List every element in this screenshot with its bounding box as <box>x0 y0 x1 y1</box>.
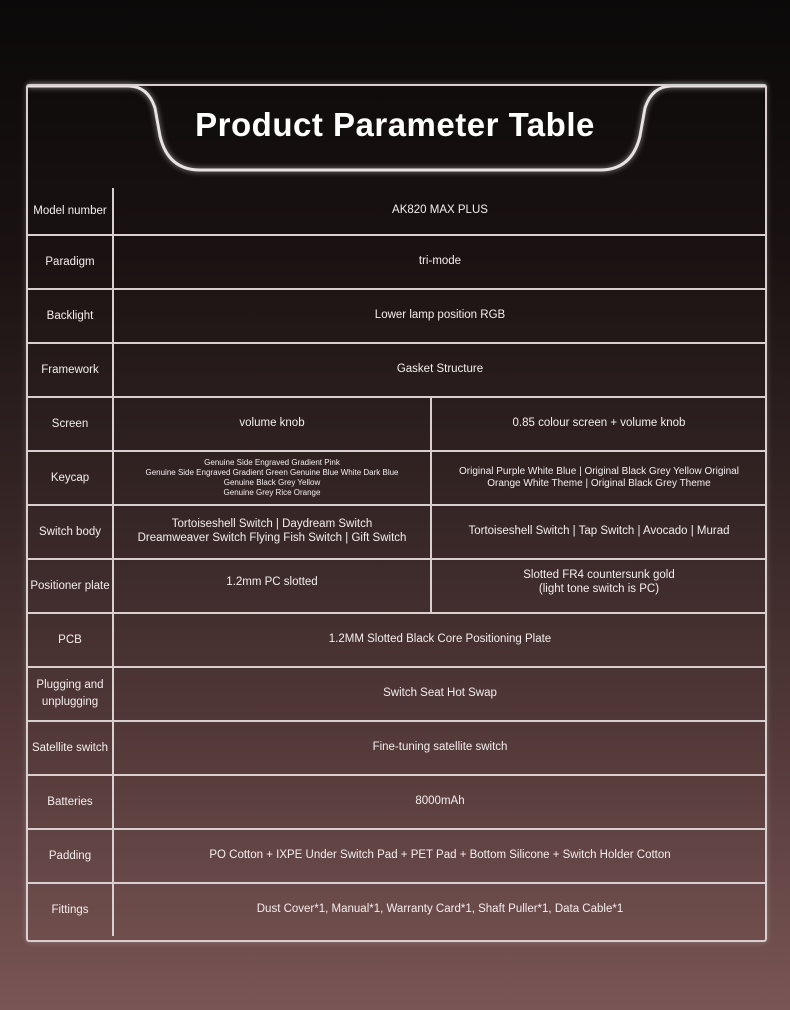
row-value-right <box>432 452 766 504</box>
row-label: Padding <box>28 830 114 882</box>
row-value-left: 1.2mm PC slotted <box>114 560 432 612</box>
row-label: Batteries <box>28 776 114 828</box>
row-value: 8000mAh <box>415 795 465 808</box>
row-label: Satellite switch <box>28 722 114 774</box>
plate-right-line: (light tone switch is PC) <box>538 582 660 595</box>
table-row-model-number <box>28 188 766 236</box>
keycap-right-line: Original Purple White Blue | Original Black Grey Yellow Original <box>459 466 739 477</box>
row-label: Fittings <box>28 884 114 936</box>
table-row-fittings <box>28 884 766 936</box>
keycap-left-line: Genuine Side Engraved Gradient Green Genuine Blue White Dark Blue <box>145 468 399 477</box>
table-row-paradigm <box>28 236 766 290</box>
table-row-plugging <box>28 668 766 722</box>
table-row-keycap <box>28 452 766 506</box>
table-row-padding <box>28 830 766 884</box>
table-row-screen <box>28 398 766 452</box>
row-value: 1.2MM Slotted Black Core Positioning Plate <box>328 633 552 646</box>
table-row-batteries <box>28 776 766 830</box>
keycap-left-line: Genuine Grey Rice Orange <box>223 488 321 497</box>
row-label-line: unplugging <box>41 696 99 708</box>
row-value-left <box>114 506 432 558</box>
row-value: Fine-tuning satellite switch <box>372 741 508 754</box>
table-row-satellite-switch <box>28 722 766 776</box>
parameter-table <box>28 188 766 936</box>
table-row-backlight <box>28 290 766 344</box>
plate-right-line: Slotted FR4 countersunk gold <box>523 569 675 581</box>
row-value: tri-mode <box>418 255 462 268</box>
table-row-framework <box>28 344 766 398</box>
row-label: Positioner plate <box>28 560 114 612</box>
page-title: Product Parameter Table <box>195 106 595 143</box>
keycap-right-line: Orange White Theme | Original Black Grey Theme <box>487 478 711 489</box>
row-label: Backlight <box>28 290 114 342</box>
row-value-right: 0.85 colour screen + volume knob <box>512 417 686 430</box>
row-label: Screen <box>28 398 114 450</box>
row-label: Keycap <box>28 452 114 504</box>
switch-left-line: Dreamweaver Switch Flying Fish Switch | Gift Switch <box>137 532 407 544</box>
row-value: AK820 MAX PLUS <box>392 204 488 217</box>
row-value-right <box>432 560 766 612</box>
row-label: Framework <box>28 344 114 396</box>
keycap-left-line: Genuine Black Grey Yellow <box>223 478 321 487</box>
row-value: Gasket Structure <box>396 363 484 376</box>
row-value: PO Cotton + IXPE Under Switch Pad + PET Pad + Bottom Silicone + Switch Holder Cotton <box>209 849 671 862</box>
row-label: PCB <box>28 614 114 666</box>
keycap-left-line: Genuine Side Engraved Gradient Pink <box>204 458 340 467</box>
row-value: Lower lamp position RGB <box>374 309 506 322</box>
row-value: Dust Cover*1, Manual*1, Warranty Card*1, Shaft Puller*1, Data Cable*1 <box>256 903 624 916</box>
table-row-positioner-plate <box>28 560 766 614</box>
row-label: Switch body <box>28 506 114 558</box>
row-value-left: volume knob <box>114 398 432 450</box>
row-value-right: Tortoiseshell Switch | Tap Switch | Avocado | Murad <box>468 525 730 538</box>
row-label <box>28 668 114 720</box>
table-row-pcb <box>28 614 766 668</box>
switch-left-line: Tortoiseshell Switch | Daydream Switch <box>171 518 373 531</box>
row-label: Model number <box>28 188 114 234</box>
row-value: Switch Seat Hot Swap <box>383 687 497 700</box>
row-label-line: Plugging and <box>36 679 104 692</box>
table-row-switch-body <box>28 506 766 560</box>
row-label: Paradigm <box>28 236 114 288</box>
row-value-left <box>114 452 432 504</box>
